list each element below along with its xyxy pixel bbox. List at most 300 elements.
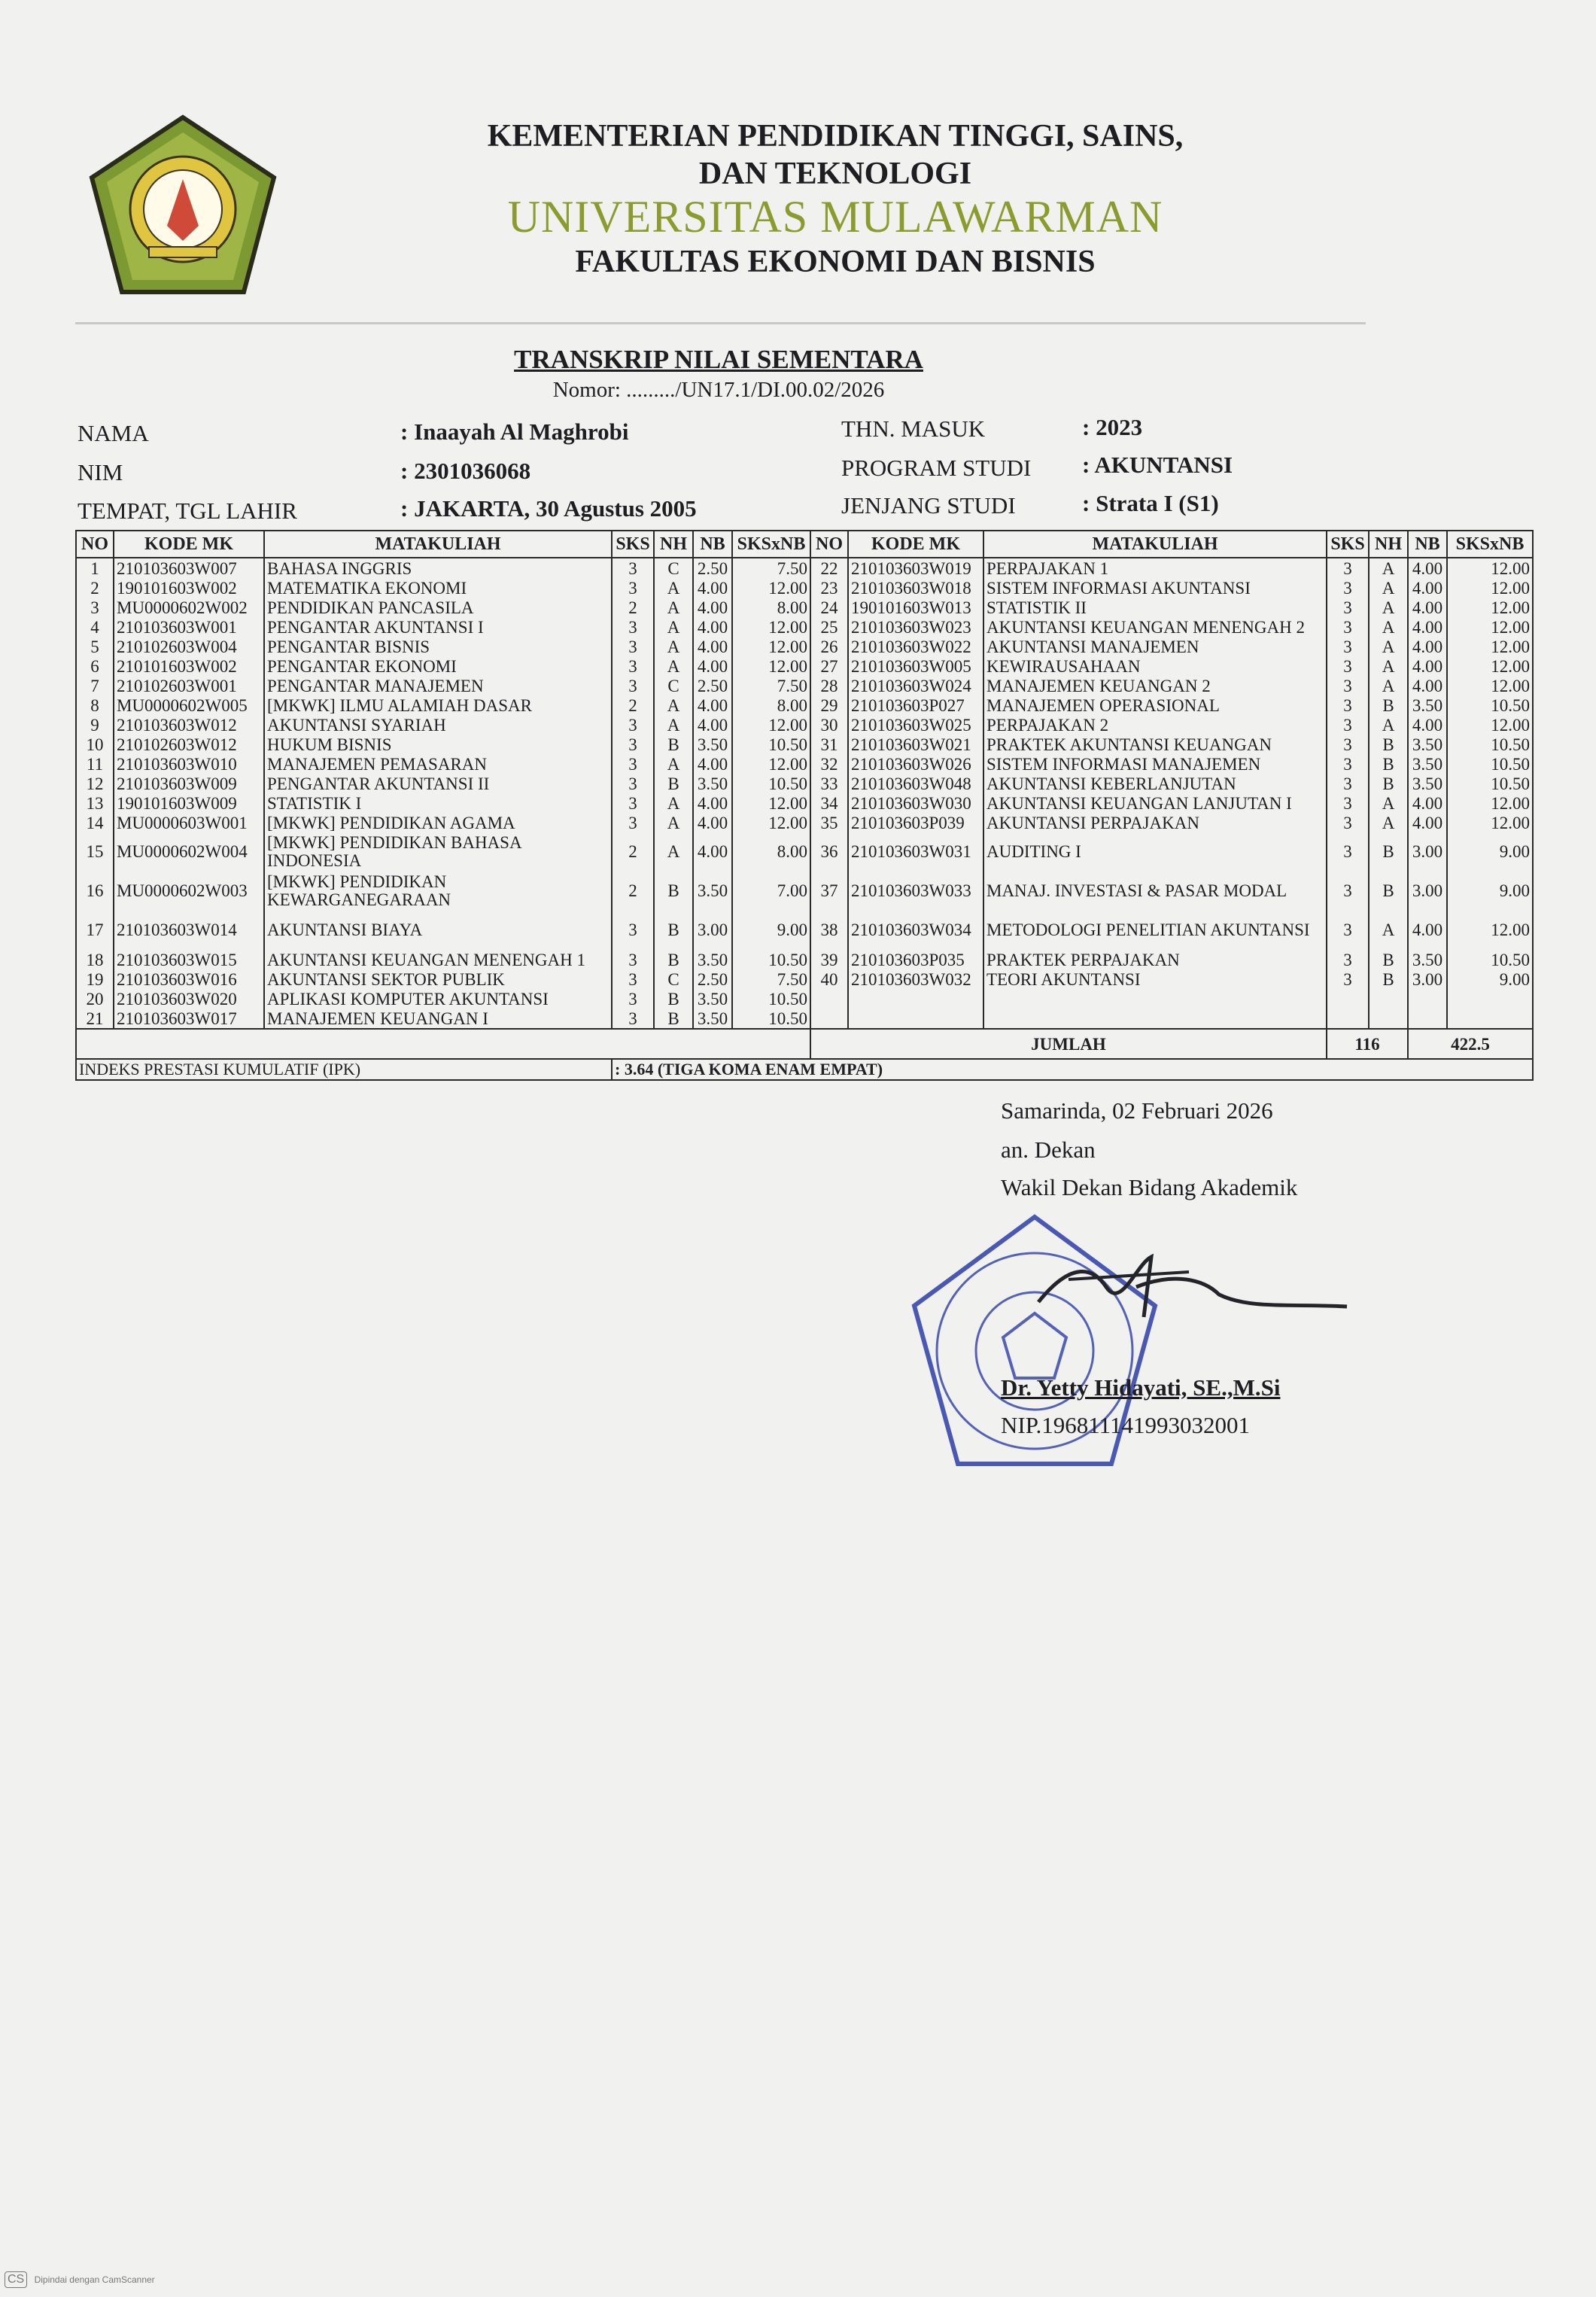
row-nb: 4.00 bbox=[1408, 617, 1447, 637]
row-no: 30 bbox=[810, 715, 848, 735]
row-no: 12 bbox=[76, 774, 114, 793]
col-header-kode: KODE MK bbox=[848, 531, 983, 558]
row-no: 17 bbox=[76, 911, 114, 950]
row-sksxnb: 12.00 bbox=[1447, 676, 1533, 695]
row-sksxnb: 10.50 bbox=[732, 735, 810, 754]
camscanner-icon: CS bbox=[5, 2271, 27, 2288]
row-nh: A bbox=[1369, 578, 1408, 598]
row-nb: 4.00 bbox=[1408, 558, 1447, 578]
row-nh: B bbox=[1369, 695, 1408, 715]
row-no: 27 bbox=[810, 656, 848, 676]
row-sks: 2 bbox=[612, 695, 654, 715]
university-logo-icon bbox=[84, 113, 281, 300]
row-nb: 4.00 bbox=[1408, 793, 1447, 813]
row-sksxnb: 12.00 bbox=[732, 637, 810, 656]
row-matakuliah: PENGANTAR AKUNTANSI I bbox=[264, 617, 612, 637]
table-row bbox=[76, 558, 1533, 578]
row-matakuliah: METODOLOGI PENELITIAN AKUNTANSI bbox=[983, 911, 1327, 950]
row-matakuliah: AKUNTANSI KEBERLANJUTAN bbox=[983, 774, 1327, 793]
row-nb: 4.00 bbox=[1408, 656, 1447, 676]
row-nb: 3.00 bbox=[1408, 832, 1447, 872]
jenjang-label: JENJANG STUDI bbox=[841, 492, 1016, 519]
row-matakuliah: AKUNTANSI PERPAJAKAN bbox=[983, 813, 1327, 832]
col-header-sks: SKS bbox=[612, 531, 654, 558]
row-sksxnb: 12.00 bbox=[732, 813, 810, 832]
row-no: 35 bbox=[810, 813, 848, 832]
row-kode: 210101603W002 bbox=[114, 656, 264, 676]
row-no: 36 bbox=[810, 832, 848, 872]
row-matakuliah: PENGANTAR BISNIS bbox=[264, 637, 612, 656]
row-nb: 4.00 bbox=[1408, 911, 1447, 950]
row-kode: 210103603W031 bbox=[848, 832, 983, 872]
row-nh: B bbox=[1369, 950, 1408, 969]
row-sks: 2 bbox=[612, 598, 654, 617]
row-matakuliah: MANAJEMEN PEMASARAN bbox=[264, 754, 612, 774]
prodi-value: : AKUNTANSI bbox=[1082, 452, 1233, 478]
row-matakuliah bbox=[983, 989, 1327, 1009]
row-sks: 3 bbox=[612, 617, 654, 637]
row-kode: 210102603W012 bbox=[114, 735, 264, 754]
masuk-value: : 2023 bbox=[1082, 414, 1143, 440]
row-matakuliah: KEWIRAUSAHAAN bbox=[983, 656, 1327, 676]
jenjang-value: : Strata I (S1) bbox=[1082, 490, 1219, 516]
row-nb: 4.00 bbox=[1408, 813, 1447, 832]
row-kode: 210103603W022 bbox=[848, 637, 983, 656]
row-sks: 3 bbox=[612, 793, 654, 813]
row-no: 16 bbox=[76, 872, 114, 911]
row-nh: A bbox=[654, 656, 693, 676]
row-matakuliah: STATISTIK I bbox=[264, 793, 612, 813]
row-kode: 210103603W019 bbox=[848, 558, 983, 578]
row-sksxnb: 12.00 bbox=[1447, 793, 1533, 813]
scanner-text: Dipindai dengan CamScanner bbox=[34, 2274, 155, 2285]
row-nh: A bbox=[654, 715, 693, 735]
row-nh: B bbox=[1369, 872, 1408, 911]
row-sksxnb: 10.50 bbox=[732, 774, 810, 793]
row-matakuliah: [MKWK] PENDIDIKAN BAHASA INDONESIA bbox=[264, 832, 612, 872]
jumlah-label: JUMLAH bbox=[810, 1029, 1327, 1059]
row-nh: A bbox=[654, 832, 693, 872]
nim-label: NIM bbox=[78, 459, 123, 485]
table-row bbox=[76, 656, 1533, 676]
table-row bbox=[76, 735, 1533, 754]
row-nh: A bbox=[654, 598, 693, 617]
row-nb: 4.00 bbox=[693, 617, 732, 637]
row-sks: 3 bbox=[612, 715, 654, 735]
row-sksxnb: 10.50 bbox=[1447, 695, 1533, 715]
row-matakuliah: AKUNTANSI SEKTOR PUBLIK bbox=[264, 969, 612, 989]
row-no: 25 bbox=[810, 617, 848, 637]
row-matakuliah: AUDITING I bbox=[983, 832, 1327, 872]
row-matakuliah: AKUNTANSI MANAJEMEN bbox=[983, 637, 1327, 656]
faculty-name: FAKULTAS EKONOMI DAN BISNIS bbox=[575, 245, 1096, 279]
row-kode: 210103603W034 bbox=[848, 911, 983, 950]
row-sks: 3 bbox=[612, 735, 654, 754]
table-row bbox=[76, 637, 1533, 656]
row-no: 9 bbox=[76, 715, 114, 735]
row-no: 39 bbox=[810, 950, 848, 969]
document-title: TRANSKRIP NILAI SEMENTARA bbox=[514, 345, 923, 374]
row-sksxnb: 12.00 bbox=[1447, 813, 1533, 832]
row-sks: 3 bbox=[612, 989, 654, 1009]
row-kode: 210103603W030 bbox=[848, 793, 983, 813]
row-matakuliah: AKUNTANSI SYARIAH bbox=[264, 715, 612, 735]
col-header-kode: KODE MK bbox=[114, 531, 264, 558]
row-nh: B bbox=[654, 872, 693, 911]
table-row bbox=[76, 695, 1533, 715]
row-nh: A bbox=[1369, 656, 1408, 676]
row-sksxnb: 12.00 bbox=[1447, 617, 1533, 637]
row-sksxnb: 12.00 bbox=[732, 617, 810, 637]
row-no: 23 bbox=[810, 578, 848, 598]
row-nb: 4.00 bbox=[1408, 637, 1447, 656]
jumlah-sksxnb: 422.5 bbox=[1408, 1029, 1533, 1059]
row-kode: 210102603W001 bbox=[114, 676, 264, 695]
row-kode: 210103603W021 bbox=[848, 735, 983, 754]
row-nh: C bbox=[654, 558, 693, 578]
row-sksxnb: 7.50 bbox=[732, 969, 810, 989]
row-sks: 3 bbox=[612, 950, 654, 969]
row-nh: C bbox=[654, 676, 693, 695]
row-nb: 3.00 bbox=[1408, 872, 1447, 911]
row-nh: A bbox=[654, 813, 693, 832]
grades-table bbox=[75, 530, 1534, 1081]
row-sksxnb: 12.00 bbox=[1447, 637, 1533, 656]
row-no: 7 bbox=[76, 676, 114, 695]
row-sksxnb bbox=[1447, 989, 1533, 1009]
row-sks: 3 bbox=[612, 911, 654, 950]
row-nb: 4.00 bbox=[693, 754, 732, 774]
row-matakuliah: STATISTIK II bbox=[983, 598, 1327, 617]
row-sksxnb: 7.50 bbox=[732, 558, 810, 578]
row-no: 19 bbox=[76, 969, 114, 989]
row-kode: 210103603W012 bbox=[114, 715, 264, 735]
row-nb: 2.50 bbox=[693, 676, 732, 695]
row-sksxnb: 10.50 bbox=[732, 950, 810, 969]
row-no bbox=[810, 989, 848, 1009]
signer-role: Wakil Dekan Bidang Akademik bbox=[1001, 1174, 1298, 1200]
row-kode: MU0000602W005 bbox=[114, 695, 264, 715]
row-nb: 3.00 bbox=[1408, 969, 1447, 989]
prodi-label: PROGRAM STUDI bbox=[841, 455, 1032, 481]
ttl-value: : JAKARTA, 30 Agustus 2005 bbox=[400, 495, 697, 522]
row-kode: 210103603W015 bbox=[114, 950, 264, 969]
row-sksxnb: 9.00 bbox=[1447, 872, 1533, 911]
row-kode: 190101603W002 bbox=[114, 578, 264, 598]
row-sksxnb: 10.50 bbox=[1447, 950, 1533, 969]
row-nh: A bbox=[1369, 793, 1408, 813]
grades-table-body bbox=[76, 558, 1533, 1029]
row-nh: B bbox=[654, 774, 693, 793]
row-matakuliah: [MKWK] PENDIDIKAN AGAMA bbox=[264, 813, 612, 832]
table-row bbox=[76, 989, 1533, 1009]
table-row bbox=[76, 832, 1533, 872]
row-sksxnb: 9.00 bbox=[1447, 969, 1533, 989]
row-kode: 210103603W005 bbox=[848, 656, 983, 676]
row-sksxnb: 10.50 bbox=[732, 1009, 810, 1029]
row-nb: 3.50 bbox=[693, 1009, 732, 1029]
row-sksxnb: 12.00 bbox=[732, 715, 810, 735]
row-kode: 210103603W010 bbox=[114, 754, 264, 774]
row-nh bbox=[1369, 1009, 1408, 1029]
col-header-matakuliah: MATAKULIAH bbox=[983, 531, 1327, 558]
row-nb: 3.50 bbox=[693, 950, 732, 969]
row-nb bbox=[1408, 1009, 1447, 1029]
signer-name: Dr. Yetty Hidayati, SE.,M.Si bbox=[1001, 1374, 1281, 1401]
row-nb: 2.50 bbox=[693, 969, 732, 989]
table-row bbox=[76, 872, 1533, 911]
row-matakuliah: PENDIDIKAN PANCASILA bbox=[264, 598, 612, 617]
row-no: 4 bbox=[76, 617, 114, 637]
table-row bbox=[76, 911, 1533, 950]
row-kode: MU0000602W004 bbox=[114, 832, 264, 872]
row-no: 21 bbox=[76, 1009, 114, 1029]
row-kode: 210103603W026 bbox=[848, 754, 983, 774]
col-header-matakuliah: MATAKULIAH bbox=[264, 531, 612, 558]
document-number: Nomor: ........./UN17.1/DI.00.02/2026 bbox=[552, 378, 885, 402]
row-sks: 3 bbox=[1327, 950, 1369, 969]
row-sksxnb: 12.00 bbox=[1447, 715, 1533, 735]
row-no: 5 bbox=[76, 637, 114, 656]
row-sks bbox=[1327, 1009, 1369, 1029]
row-sks: 3 bbox=[1327, 637, 1369, 656]
row-sksxnb: 12.00 bbox=[1447, 558, 1533, 578]
row-kode: 210103603W048 bbox=[848, 774, 983, 793]
row-nb: 3.50 bbox=[1408, 695, 1447, 715]
row-nh: A bbox=[654, 637, 693, 656]
table-row bbox=[76, 813, 1533, 832]
row-matakuliah: PENGANTAR EKONOMI bbox=[264, 656, 612, 676]
row-sksxnb: 10.50 bbox=[1447, 754, 1533, 774]
row-no: 14 bbox=[76, 813, 114, 832]
row-matakuliah: APLIKASI KOMPUTER AKUNTANSI bbox=[264, 989, 612, 1009]
row-sksxnb: 12.00 bbox=[1447, 598, 1533, 617]
row-nh: C bbox=[654, 969, 693, 989]
row-no: 1 bbox=[76, 558, 114, 578]
row-nh: B bbox=[654, 950, 693, 969]
row-sks: 3 bbox=[612, 969, 654, 989]
ttl-label: TEMPAT, TGL LAHIR bbox=[78, 497, 297, 524]
table-row bbox=[76, 754, 1533, 774]
row-sks: 3 bbox=[1327, 735, 1369, 754]
row-sks: 3 bbox=[612, 813, 654, 832]
row-sks: 3 bbox=[1327, 872, 1369, 911]
row-sks: 3 bbox=[612, 558, 654, 578]
row-nh: A bbox=[1369, 617, 1408, 637]
masuk-label: THN. MASUK bbox=[841, 415, 986, 442]
col-header-nh: NH bbox=[1369, 531, 1408, 558]
row-nb: 3.50 bbox=[693, 872, 732, 911]
row-matakuliah: MANAJEMEN KEUANGAN I bbox=[264, 1009, 612, 1029]
row-nh: B bbox=[654, 1009, 693, 1029]
row-no bbox=[810, 1009, 848, 1029]
row-sks: 3 bbox=[1327, 969, 1369, 989]
row-nh: B bbox=[1369, 832, 1408, 872]
row-nh: B bbox=[654, 735, 693, 754]
col-header-nb: NB bbox=[1408, 531, 1447, 558]
row-sksxnb: 12.00 bbox=[1447, 578, 1533, 598]
row-sksxnb: 12.00 bbox=[732, 656, 810, 676]
row-matakuliah: PENGANTAR AKUNTANSI II bbox=[264, 774, 612, 793]
row-kode bbox=[848, 1009, 983, 1029]
row-nb: 3.50 bbox=[1408, 774, 1447, 793]
row-nb: 4.00 bbox=[693, 656, 732, 676]
row-nh: A bbox=[1369, 813, 1408, 832]
col-header-no: NO bbox=[76, 531, 114, 558]
row-sks: 3 bbox=[612, 578, 654, 598]
row-sksxnb: 12.00 bbox=[1447, 656, 1533, 676]
row-sksxnb: 12.00 bbox=[1447, 911, 1533, 950]
row-kode: 210103603P035 bbox=[848, 950, 983, 969]
row-no: 31 bbox=[810, 735, 848, 754]
table-row bbox=[76, 578, 1533, 598]
row-nb: 3.00 bbox=[693, 911, 732, 950]
row-sks: 3 bbox=[1327, 676, 1369, 695]
row-no: 10 bbox=[76, 735, 114, 754]
row-no: 8 bbox=[76, 695, 114, 715]
row-no: 33 bbox=[810, 774, 848, 793]
row-nb: 2.50 bbox=[693, 558, 732, 578]
signature-icon bbox=[1023, 1234, 1354, 1340]
row-nh: A bbox=[654, 754, 693, 774]
row-nh: A bbox=[1369, 715, 1408, 735]
row-matakuliah: SISTEM INFORMASI MANAJEMEN bbox=[983, 754, 1327, 774]
row-sksxnb: 8.00 bbox=[732, 832, 810, 872]
row-matakuliah: AKUNTANSI BIAYA bbox=[264, 911, 612, 950]
row-sks: 3 bbox=[1327, 617, 1369, 637]
row-nh: A bbox=[654, 617, 693, 637]
row-nb: 3.50 bbox=[693, 989, 732, 1009]
nama-value: : Inaayah Al Maghrobi bbox=[400, 418, 629, 445]
row-nh: A bbox=[1369, 558, 1408, 578]
row-no: 28 bbox=[810, 676, 848, 695]
row-nb: 3.50 bbox=[1408, 950, 1447, 969]
col-header-no: NO bbox=[810, 531, 848, 558]
row-matakuliah: MATEMATIKA EKONOMI bbox=[264, 578, 612, 598]
table-row bbox=[76, 950, 1533, 969]
ipk-value: : 3.64 (TIGA KOMA ENAM EMPAT) bbox=[612, 1059, 1533, 1080]
table-row bbox=[76, 969, 1533, 989]
nama-label: NAMA bbox=[78, 420, 149, 446]
jumlah-row bbox=[76, 1029, 1533, 1059]
row-nh: B bbox=[1369, 754, 1408, 774]
row-kode: 210103603W024 bbox=[848, 676, 983, 695]
col-header-sksxnb: SKSxNB bbox=[732, 531, 810, 558]
row-no: 13 bbox=[76, 793, 114, 813]
row-nh: A bbox=[654, 695, 693, 715]
row-nb: 4.00 bbox=[693, 598, 732, 617]
row-sks: 3 bbox=[1327, 695, 1369, 715]
table-row bbox=[76, 793, 1533, 813]
row-kode: 210103603W007 bbox=[114, 558, 264, 578]
row-kode: 210103603W014 bbox=[114, 911, 264, 950]
ministry-line-2: DAN TEKNOLOGI bbox=[698, 157, 972, 191]
row-nb: 4.00 bbox=[693, 578, 732, 598]
row-sks: 3 bbox=[1327, 793, 1369, 813]
row-sks: 2 bbox=[612, 872, 654, 911]
col-header-sksxnb: SKSxNB bbox=[1447, 531, 1533, 558]
row-nb: 4.00 bbox=[693, 813, 732, 832]
table-header-row bbox=[76, 531, 1533, 558]
row-no: 40 bbox=[810, 969, 848, 989]
row-no: 11 bbox=[76, 754, 114, 774]
row-nb: 4.00 bbox=[1408, 715, 1447, 735]
row-matakuliah: PENGANTAR MANAJEMEN bbox=[264, 676, 612, 695]
row-sksxnb: 7.50 bbox=[732, 676, 810, 695]
row-no: 18 bbox=[76, 950, 114, 969]
row-kode: MU0000602W003 bbox=[114, 872, 264, 911]
col-header-nh: NH bbox=[654, 531, 693, 558]
signer-nip: NIP.196811141993032001 bbox=[1001, 1412, 1250, 1438]
row-no: 3 bbox=[76, 598, 114, 617]
row-sks: 3 bbox=[612, 656, 654, 676]
row-nb: 3.50 bbox=[693, 735, 732, 754]
row-nb: 4.00 bbox=[693, 715, 732, 735]
row-sks: 3 bbox=[612, 637, 654, 656]
row-sksxnb: 8.00 bbox=[732, 598, 810, 617]
row-matakuliah: MANAJEMEN OPERASIONAL bbox=[983, 695, 1327, 715]
row-kode: 190101603W009 bbox=[114, 793, 264, 813]
row-nh: A bbox=[654, 793, 693, 813]
row-kode: 210103603W033 bbox=[848, 872, 983, 911]
row-sks: 3 bbox=[612, 754, 654, 774]
row-matakuliah: AKUNTANSI KEUANGAN MENENGAH 1 bbox=[264, 950, 612, 969]
ministry-line-1: KEMENTERIAN PENDIDIKAN TINGGI, SAINS, bbox=[487, 119, 1184, 154]
nim-value: : 2301036068 bbox=[400, 458, 531, 484]
row-nh: B bbox=[654, 911, 693, 950]
row-matakuliah: MANAJ. INVESTASI & PASAR MODAL bbox=[983, 872, 1327, 911]
col-header-sks: SKS bbox=[1327, 531, 1369, 558]
row-nb: 4.00 bbox=[693, 832, 732, 872]
university-name: UNIVERSITAS MULAWARMAN bbox=[507, 192, 1163, 242]
row-no: 37 bbox=[810, 872, 848, 911]
row-no: 38 bbox=[810, 911, 848, 950]
row-sks bbox=[1327, 989, 1369, 1009]
row-sksxnb: 10.50 bbox=[1447, 735, 1533, 754]
row-nh: B bbox=[1369, 774, 1408, 793]
row-nb: 4.00 bbox=[693, 793, 732, 813]
row-sksxnb: 12.00 bbox=[732, 793, 810, 813]
row-matakuliah: HUKUM BISNIS bbox=[264, 735, 612, 754]
row-no: 22 bbox=[810, 558, 848, 578]
table-row bbox=[76, 1009, 1533, 1029]
row-sksxnb: 10.50 bbox=[1447, 774, 1533, 793]
row-nh bbox=[1369, 989, 1408, 1009]
row-matakuliah: PERPAJAKAN 2 bbox=[983, 715, 1327, 735]
row-matakuliah: TEORI AKUNTANSI bbox=[983, 969, 1327, 989]
row-kode: 210103603P027 bbox=[848, 695, 983, 715]
row-matakuliah: PRAKTEK PERPAJAKAN bbox=[983, 950, 1327, 969]
row-no: 24 bbox=[810, 598, 848, 617]
row-matakuliah: SISTEM INFORMASI AKUNTANSI bbox=[983, 578, 1327, 598]
row-no: 26 bbox=[810, 637, 848, 656]
row-nh: A bbox=[654, 578, 693, 598]
row-sks: 3 bbox=[612, 676, 654, 695]
row-sks: 3 bbox=[1327, 754, 1369, 774]
row-kode: 210103603W023 bbox=[848, 617, 983, 637]
row-kode: 210103603W001 bbox=[114, 617, 264, 637]
row-matakuliah: MANAJEMEN KEUANGAN 2 bbox=[983, 676, 1327, 695]
row-sksxnb bbox=[1447, 1009, 1533, 1029]
row-nb: 4.00 bbox=[1408, 676, 1447, 695]
row-nb: 3.50 bbox=[1408, 735, 1447, 754]
row-nh: A bbox=[1369, 911, 1408, 950]
row-matakuliah: AKUNTANSI KEUANGAN LANJUTAN I bbox=[983, 793, 1327, 813]
row-sksxnb: 12.00 bbox=[732, 754, 810, 774]
row-kode: MU0000602W002 bbox=[114, 598, 264, 617]
row-kode: 190101603W013 bbox=[848, 598, 983, 617]
scanner-watermark bbox=[5, 2271, 155, 2288]
